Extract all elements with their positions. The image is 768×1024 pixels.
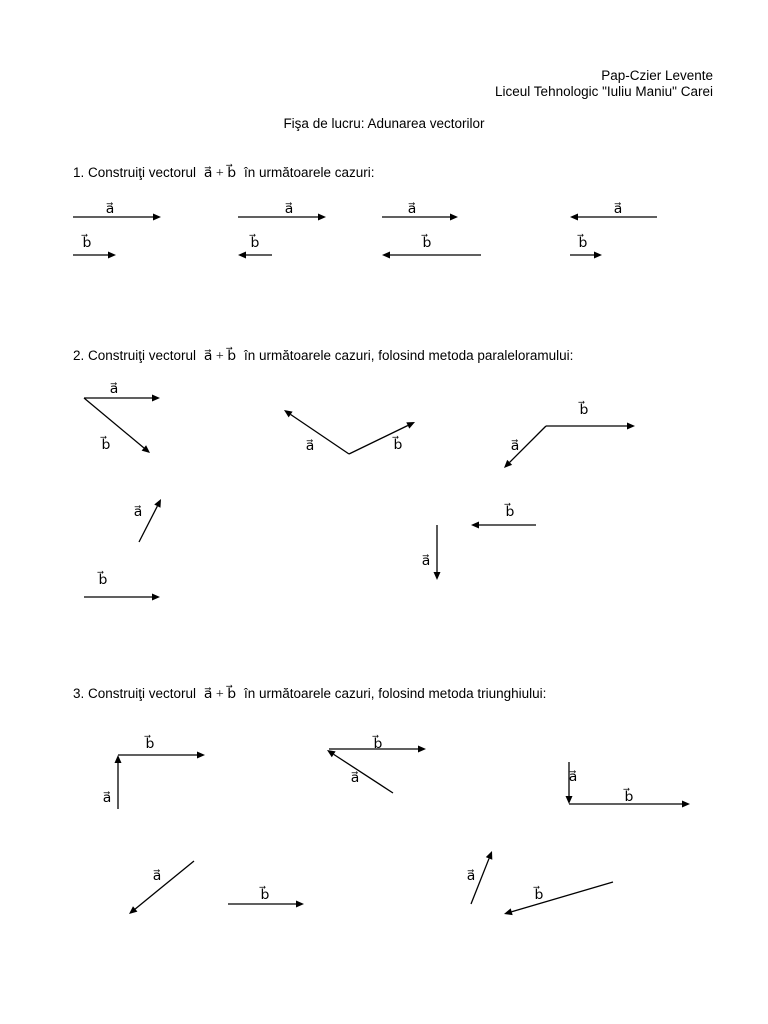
vector-t3-c4-b [228, 885, 304, 907]
arrowhead-icon [471, 522, 479, 529]
vector-label-a: a⃗ [102, 791, 112, 806]
vector-t1-c3-b [382, 233, 481, 258]
vector-t2-c2-b [349, 422, 415, 454]
task-1-intro: 1. Construiţi vectorul [73, 165, 197, 180]
arrowhead-icon [570, 214, 578, 221]
arrowhead-icon [682, 801, 690, 808]
vector-t1-c2-a [238, 202, 326, 221]
vector-label-b: b⃗ [145, 737, 155, 752]
vector-label-b: b⃗ [578, 236, 588, 251]
vector-label-a: a⃗ [105, 202, 115, 217]
vector-label-b: b⃗ [393, 438, 403, 453]
arrowhead-icon [486, 851, 493, 860]
vector-t2-c1-b [84, 398, 150, 453]
vector-t2-c5-a [422, 525, 441, 580]
vector-t2-c1-a [84, 382, 160, 402]
vector-label-b: b⃗ [373, 737, 383, 752]
arrowhead-icon [434, 572, 441, 580]
vector-line [334, 754, 393, 793]
arrowhead-icon [566, 796, 573, 804]
vector-line [135, 861, 194, 909]
worksheet-title: Fişa de lucru: Adunarea vectorilor [283, 116, 485, 131]
vector-label-a: a⃗ [466, 869, 476, 884]
vector-t2-c5-b [471, 502, 536, 528]
vector-label-a: a⃗ [305, 439, 315, 454]
vector-label-a: a⃗ [510, 439, 520, 454]
vector-label-a: a⃗ [568, 770, 578, 785]
vector-t1-c1-a [73, 202, 161, 221]
arrowhead-icon [108, 252, 116, 259]
task-3-intro: 3. Construiţi vectorul [73, 686, 197, 701]
arrowhead-icon [296, 901, 304, 908]
vector-label-b: b⃗ [82, 236, 92, 251]
arrowhead-icon [450, 214, 458, 221]
vector-t2-c3-a [504, 426, 546, 468]
vector-label-a: a⃗ [613, 202, 623, 217]
arrowhead-icon [115, 755, 122, 763]
vector-label-a: a⃗ [109, 382, 119, 397]
task-3-rest: în următoarele cazuri, folosind metoda triunghiului: [243, 686, 547, 701]
task-1-rest: în următoarele cazuri: [243, 165, 375, 180]
task-2-intro: 2. Construiţi vectorul [73, 348, 197, 363]
vector-t1-c2-b [238, 233, 272, 258]
task-2-rest: în următoarele cazuri, folosind metoda paraleloramului: [243, 348, 574, 363]
vector-t2-c3-b [546, 400, 635, 429]
task-2-expression: a⃗ + b⃗ [203, 349, 237, 364]
vector-t3-c3-b [569, 787, 690, 807]
school-name: Liceul Tehnologic "Iuliu Maniu" Carei [495, 84, 713, 99]
vector-line [512, 882, 613, 912]
vector-label-b: b⃗ [260, 888, 270, 903]
vector-label-b: b⃗ [422, 236, 432, 251]
vector-line [84, 398, 144, 448]
vector-t1-c3-a [382, 202, 458, 221]
arrowhead-icon [152, 395, 160, 402]
vector-line [291, 414, 349, 454]
task-1-expression: a⃗ + b⃗ [203, 166, 237, 181]
arrowhead-icon [197, 752, 205, 759]
arrowhead-icon [153, 214, 161, 221]
task-3-expression: a⃗ + b⃗ [203, 687, 237, 702]
vector-t1-c4-a [570, 202, 657, 221]
vector-label-b: b⃗ [624, 790, 634, 805]
arrowhead-icon [318, 214, 326, 221]
vector-label-a: a⃗ [284, 202, 294, 217]
vector-t3-c1-b [118, 734, 205, 758]
arrowhead-icon [504, 908, 513, 915]
vector-t3-c1-a [103, 755, 122, 809]
arrowhead-icon [418, 746, 426, 753]
vector-t3-c3-a [566, 762, 578, 804]
arrowhead-icon [594, 252, 602, 259]
vector-label-b: b⃗ [534, 888, 544, 903]
vector-t3-c4-a [129, 861, 194, 914]
vector-label-a: a⃗ [421, 554, 431, 569]
vector-label-b: b⃗ [98, 573, 108, 588]
arrowhead-icon [152, 594, 160, 601]
vector-label-b: b⃗ [101, 438, 111, 453]
vector-label-a: a⃗ [350, 771, 360, 786]
author-name: Pap-Czier Levente [601, 68, 713, 83]
vector-label-a: a⃗ [133, 505, 143, 520]
vector-t1-c4-b [570, 233, 602, 258]
arrowhead-icon [327, 750, 336, 757]
vector-label-a: a⃗ [152, 869, 162, 884]
vector-label-b: b⃗ [505, 505, 515, 520]
vector-t1-c1-b [73, 233, 116, 258]
vector-t3-c2-b [329, 734, 426, 752]
vector-t3-c5-a [467, 851, 493, 904]
arrowhead-icon [627, 423, 635, 430]
vector-label-b: b⃗ [250, 236, 260, 251]
vector-label-a: a⃗ [407, 202, 417, 217]
arrowhead-icon [382, 252, 390, 259]
vector-t2-c2-a [284, 410, 349, 454]
vector-t2-c4-b [84, 570, 160, 600]
vector-t3-c5-b [504, 882, 613, 915]
arrowhead-icon [284, 410, 293, 417]
vector-t2-c4-a [134, 499, 161, 542]
vector-label-b: b⃗ [579, 403, 589, 418]
arrowhead-icon [238, 252, 246, 259]
vector-t3-c2-a [327, 750, 393, 793]
